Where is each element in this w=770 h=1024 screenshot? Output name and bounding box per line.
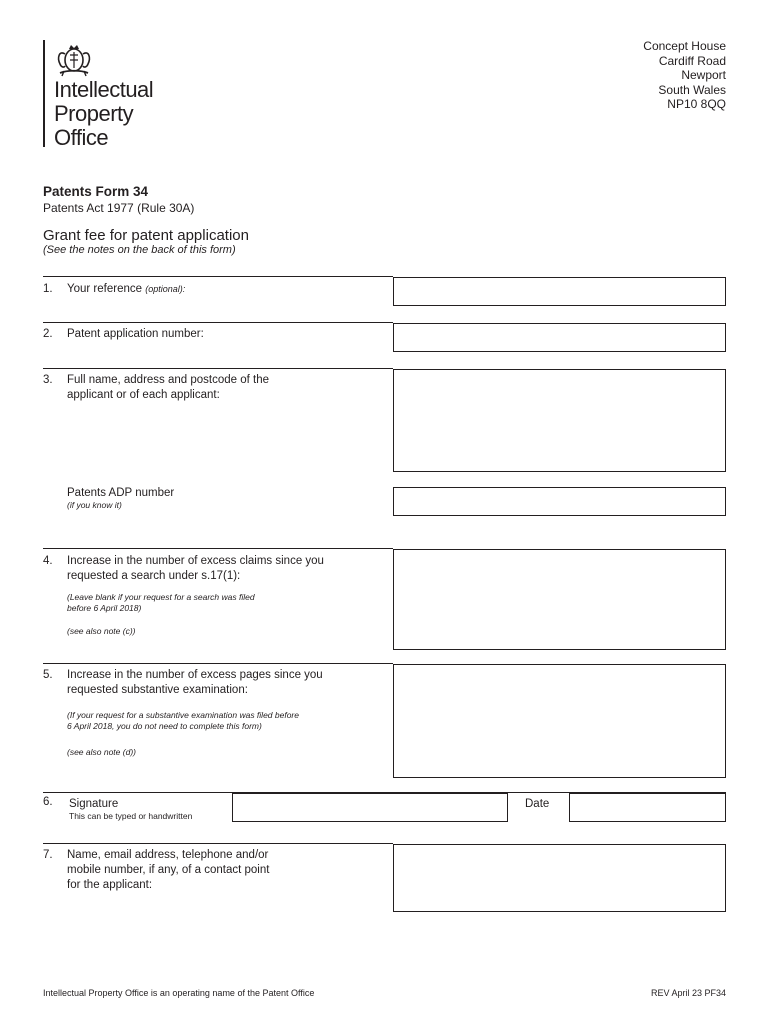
contact-details-field[interactable] bbox=[393, 844, 726, 912]
q7-label: Name, email address, telephone and/or mobile number, if any, of a contact point for the applicant: bbox=[67, 849, 270, 891]
q4-label: Increase in the number of excess claims since you requested a search under s.17(1): bbox=[67, 555, 324, 582]
adp-number-input[interactable] bbox=[394, 488, 725, 515]
signature-input[interactable] bbox=[233, 794, 507, 821]
signature-hint: This can be typed or handwritten bbox=[69, 811, 193, 821]
applicant-details-input[interactable] bbox=[394, 370, 725, 471]
q3-label: Full name, address and postcode of the applicant or of each applicant: bbox=[67, 374, 270, 401]
date-label: Date bbox=[525, 798, 550, 810]
excess-pages-input[interactable] bbox=[394, 665, 725, 777]
form-act: Patents Act 1977 (Rule 30A) bbox=[43, 201, 195, 215]
form-heading: Grant fee for patent application bbox=[43, 227, 249, 244]
office-address: Concept House Cardiff Road Newport South Wales NP10 8QQ bbox=[643, 39, 726, 111]
ipo-logo-text: Intellectual Property Office bbox=[54, 77, 154, 150]
reference-input[interactable] bbox=[394, 278, 725, 305]
q5-see-also: (see also note (d)) bbox=[67, 747, 136, 757]
divider bbox=[43, 663, 393, 664]
excess-claims-input[interactable] bbox=[394, 550, 725, 649]
reference-field[interactable] bbox=[393, 277, 726, 306]
signature-field[interactable] bbox=[232, 793, 508, 822]
application-number-input[interactable] bbox=[394, 324, 725, 351]
q1-label: Your reference (optional): bbox=[67, 283, 186, 295]
q6-number: 6. bbox=[43, 796, 53, 808]
q2-number: 2. bbox=[43, 328, 53, 340]
divider bbox=[43, 368, 393, 369]
q4-number: 4. bbox=[43, 555, 53, 567]
signature-label: Signature bbox=[69, 798, 119, 810]
form-notes: (See the notes on the back of this form) bbox=[43, 244, 236, 256]
q5-note: (If your request for a substantive examination was filed before 6 April 2018, you do not need to complete this form) bbox=[67, 710, 299, 731]
divider bbox=[43, 322, 393, 323]
date-input[interactable] bbox=[570, 794, 725, 821]
royal-crest-icon bbox=[52, 40, 96, 78]
applicant-details-field[interactable] bbox=[393, 369, 726, 472]
q4-note: (Leave blank if your request for a search was filed before 6 April 2018) bbox=[67, 592, 255, 613]
q1-number: 1. bbox=[43, 283, 53, 295]
q5-number: 5. bbox=[43, 669, 53, 681]
adp-number-field[interactable] bbox=[393, 487, 726, 516]
q2-label: Patent application number: bbox=[67, 328, 204, 340]
logo-bar bbox=[43, 40, 45, 147]
adp-hint: (if you know it) bbox=[67, 500, 122, 510]
footer-note: Intellectual Property Office is an operating name of the Patent Office bbox=[43, 988, 315, 998]
excess-claims-field[interactable] bbox=[393, 549, 726, 650]
adp-label: Patents ADP number bbox=[67, 487, 175, 499]
contact-details-input[interactable] bbox=[394, 845, 725, 911]
q7-number: 7. bbox=[43, 849, 53, 861]
divider bbox=[43, 276, 393, 277]
date-field[interactable] bbox=[569, 793, 726, 822]
application-number-field[interactable] bbox=[393, 323, 726, 352]
divider bbox=[43, 548, 393, 549]
excess-pages-field[interactable] bbox=[393, 664, 726, 778]
q3-number: 3. bbox=[43, 374, 53, 386]
q5-label: Increase in the number of excess pages since you requested substantive examination: bbox=[67, 669, 323, 696]
form-revision: REV April 23 PF34 bbox=[650, 988, 726, 998]
form-title: Patents Form 34 bbox=[43, 184, 149, 199]
q4-see-also: (see also note (c)) bbox=[67, 626, 136, 636]
divider bbox=[43, 843, 393, 844]
